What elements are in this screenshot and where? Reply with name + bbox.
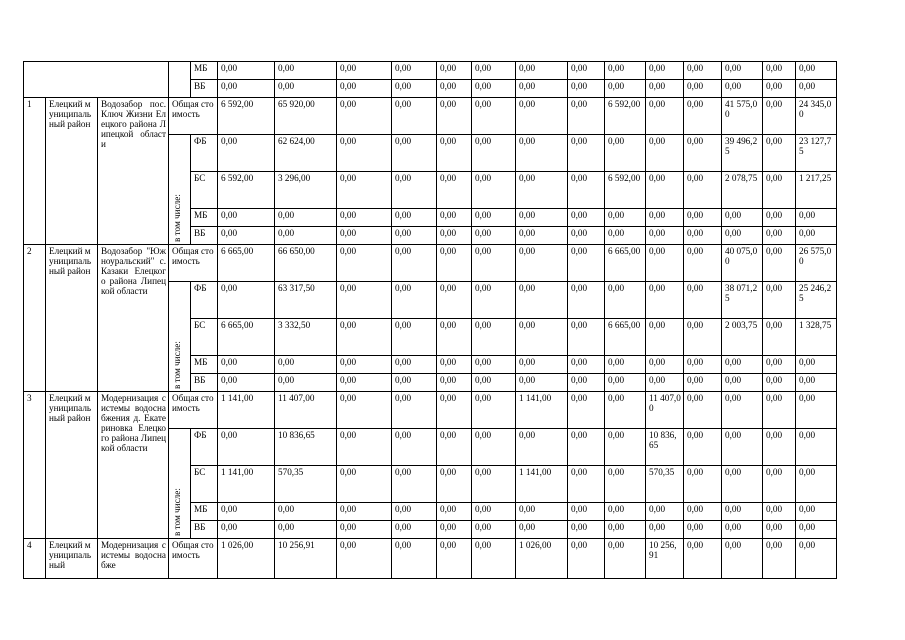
value-cell: 1 026,00 xyxy=(516,539,568,579)
source-cell: МБ xyxy=(191,209,218,227)
value-cell: 0,00 xyxy=(218,521,275,539)
value-cell: 0,00 xyxy=(337,503,392,521)
value-cell: 0,00 xyxy=(337,245,392,282)
value-cell: 0,00 xyxy=(275,503,337,521)
value-cell: 0,00 xyxy=(337,80,392,98)
value-cell: 1 328,75 xyxy=(796,319,837,356)
value-cell: 0,00 xyxy=(437,356,472,374)
value-cell: 40 075,00 xyxy=(722,245,763,282)
source-cell: ФБ xyxy=(191,282,218,319)
value-cell: 0,00 xyxy=(337,521,392,539)
value-cell: 0,00 xyxy=(722,539,763,579)
value-cell: 6 592,00 xyxy=(605,172,646,209)
sub-label-cell: в том числе: xyxy=(169,282,191,392)
value-cell: 0,00 xyxy=(684,466,722,503)
value-cell: 0,00 xyxy=(218,503,275,521)
value-cell: 0,00 xyxy=(516,80,568,98)
value-cell: 0,00 xyxy=(337,319,392,356)
value-cell: 0,00 xyxy=(472,356,516,374)
value-cell: 1 141,00 xyxy=(218,466,275,503)
value-cell: 63 317,50 xyxy=(275,282,337,319)
value-cell: 0,00 xyxy=(796,521,837,539)
object-cell: Водозабор пос. Ключ Жизни Елецкого района Липецкой области xyxy=(98,98,169,245)
value-cell: 0,00 xyxy=(568,356,605,374)
value-cell: 0,00 xyxy=(337,135,392,172)
row-number: 1 xyxy=(24,98,46,245)
value-cell: 0,00 xyxy=(684,392,722,429)
value-cell: 0,00 xyxy=(763,466,796,503)
value-cell: 0,00 xyxy=(568,282,605,319)
value-cell: 0,00 xyxy=(568,80,605,98)
value-cell: 0,00 xyxy=(337,429,392,466)
value-cell: 0,00 xyxy=(437,466,472,503)
value-cell: 0,00 xyxy=(337,172,392,209)
value-cell: 0,00 xyxy=(763,245,796,282)
value-cell: 0,00 xyxy=(796,392,837,429)
sub-label-cell: в том числе: xyxy=(169,429,191,539)
value-cell: 0,00 xyxy=(337,374,392,392)
value-cell: 0,00 xyxy=(392,374,437,392)
value-cell: 26 575,00 xyxy=(796,245,837,282)
value-cell: 0,00 xyxy=(722,209,763,227)
total-label-cell: Общая стоимость xyxy=(169,392,218,429)
value-cell: 0,00 xyxy=(392,209,437,227)
source-cell: ВБ xyxy=(191,227,218,245)
value-cell: 0,00 xyxy=(605,429,646,466)
value-cell: 1 026,00 xyxy=(218,539,275,579)
value-cell: 0,00 xyxy=(392,245,437,282)
value-cell: 0,00 xyxy=(646,319,684,356)
value-cell: 0,00 xyxy=(684,98,722,135)
value-cell: 66 650,00 xyxy=(275,245,337,282)
value-cell: 0,00 xyxy=(516,227,568,245)
value-cell: 0,00 xyxy=(763,227,796,245)
value-cell: 0,00 xyxy=(763,62,796,80)
value-cell: 0,00 xyxy=(763,539,796,579)
value-cell: 0,00 xyxy=(763,98,796,135)
value-cell: 0,00 xyxy=(568,245,605,282)
table-row xyxy=(24,245,837,282)
value-cell: 0,00 xyxy=(684,282,722,319)
value-cell: 0,00 xyxy=(763,392,796,429)
value-cell: 0,00 xyxy=(337,209,392,227)
value-cell: 570,35 xyxy=(275,466,337,503)
value-cell: 0,00 xyxy=(472,245,516,282)
value-cell: 0,00 xyxy=(392,135,437,172)
value-cell: 0,00 xyxy=(722,392,763,429)
value-cell: 6 665,00 xyxy=(605,245,646,282)
value-cell: 0,00 xyxy=(684,209,722,227)
value-cell: 0,00 xyxy=(218,135,275,172)
value-cell: 0,00 xyxy=(275,62,337,80)
value-cell: 0,00 xyxy=(722,429,763,466)
value-cell: 0,00 xyxy=(337,466,392,503)
value-cell: 0,00 xyxy=(684,356,722,374)
value-cell: 0,00 xyxy=(605,209,646,227)
value-cell: 11 407,00 xyxy=(646,392,684,429)
value-cell: 0,00 xyxy=(763,209,796,227)
value-cell: 0,00 xyxy=(684,245,722,282)
table-row xyxy=(24,392,837,429)
value-cell: 0,00 xyxy=(472,135,516,172)
row-number: 3 xyxy=(24,392,46,539)
value-cell: 0,00 xyxy=(605,521,646,539)
value-cell: 0,00 xyxy=(722,521,763,539)
value-cell: 0,00 xyxy=(605,135,646,172)
value-cell: 0,00 xyxy=(763,429,796,466)
value-cell: 0,00 xyxy=(392,172,437,209)
value-cell: 0,00 xyxy=(472,282,516,319)
source-cell: БС xyxy=(191,466,218,503)
value-cell: 39 496,25 xyxy=(722,135,763,172)
value-cell: 0,00 xyxy=(605,392,646,429)
value-cell: 0,00 xyxy=(605,374,646,392)
value-cell: 0,00 xyxy=(568,521,605,539)
value-cell: 0,00 xyxy=(437,172,472,209)
value-cell: 10 256,91 xyxy=(646,539,684,579)
value-cell: 0,00 xyxy=(568,539,605,579)
value-cell: 10 836,65 xyxy=(275,429,337,466)
value-cell: 0,00 xyxy=(796,209,837,227)
value-cell: 0,00 xyxy=(684,521,722,539)
source-cell: ФБ xyxy=(191,135,218,172)
value-cell: 6 592,00 xyxy=(218,172,275,209)
value-cell: 0,00 xyxy=(684,227,722,245)
value-cell: 0,00 xyxy=(437,429,472,466)
value-cell: 0,00 xyxy=(516,374,568,392)
value-cell: 0,00 xyxy=(472,62,516,80)
value-cell: 0,00 xyxy=(763,282,796,319)
district-cell: Елецкий муниципальный район xyxy=(46,245,98,392)
value-cell: 0,00 xyxy=(568,503,605,521)
value-cell: 0,00 xyxy=(646,374,684,392)
value-cell: 1 141,00 xyxy=(516,466,568,503)
total-label-cell: Общая стоимость xyxy=(169,98,218,135)
value-cell: 0,00 xyxy=(472,319,516,356)
value-cell: 0,00 xyxy=(605,356,646,374)
value-cell: 25 246,25 xyxy=(796,282,837,319)
district-cell: Елецкий муниципальный район xyxy=(46,98,98,245)
value-cell: 0,00 xyxy=(437,227,472,245)
value-cell: 0,00 xyxy=(684,374,722,392)
value-cell: 0,00 xyxy=(684,503,722,521)
source-cell: ВБ xyxy=(191,374,218,392)
value-cell: 0,00 xyxy=(337,356,392,374)
value-cell: 0,00 xyxy=(472,521,516,539)
value-cell: 0,00 xyxy=(437,392,472,429)
value-cell: 38 071,25 xyxy=(722,282,763,319)
value-cell: 65 920,00 xyxy=(275,98,337,135)
funding-table xyxy=(23,61,837,579)
value-cell: 0,00 xyxy=(568,374,605,392)
value-cell: 0,00 xyxy=(437,62,472,80)
value-cell: 0,00 xyxy=(763,135,796,172)
value-cell: 0,00 xyxy=(763,80,796,98)
value-cell: 0,00 xyxy=(392,466,437,503)
object-cell: Водозабор "Южноуральский" с. Казаки Елецкого района Липецкой области xyxy=(98,245,169,392)
value-cell: 0,00 xyxy=(337,62,392,80)
value-cell: 0,00 xyxy=(763,172,796,209)
value-cell: 0,00 xyxy=(472,98,516,135)
value-cell: 11 407,00 xyxy=(275,392,337,429)
value-cell: 0,00 xyxy=(763,374,796,392)
value-cell: 0,00 xyxy=(337,539,392,579)
value-cell: 0,00 xyxy=(684,172,722,209)
value-cell: 0,00 xyxy=(722,227,763,245)
value-cell: 0,00 xyxy=(646,282,684,319)
value-cell: 0,00 xyxy=(568,227,605,245)
value-cell: 0,00 xyxy=(516,98,568,135)
value-cell: 0,00 xyxy=(275,356,337,374)
value-cell: 3 332,50 xyxy=(275,319,337,356)
object-cell: Модернизация системы водоснабже xyxy=(98,539,169,579)
value-cell: 0,00 xyxy=(722,503,763,521)
value-cell: 0,00 xyxy=(437,282,472,319)
value-cell: 0,00 xyxy=(605,539,646,579)
value-cell: 1 217,25 xyxy=(796,172,837,209)
value-cell: 0,00 xyxy=(722,62,763,80)
value-cell: 0,00 xyxy=(392,80,437,98)
value-cell: 0,00 xyxy=(392,539,437,579)
source-cell: ВБ xyxy=(191,80,218,98)
value-cell: 0,00 xyxy=(605,503,646,521)
value-cell: 0,00 xyxy=(472,539,516,579)
value-cell: 0,00 xyxy=(218,374,275,392)
value-cell: 0,00 xyxy=(516,356,568,374)
value-cell: 0,00 xyxy=(796,227,837,245)
value-cell: 0,00 xyxy=(796,539,837,579)
value-cell: 0,00 xyxy=(437,521,472,539)
value-cell: 0,00 xyxy=(684,62,722,80)
value-cell: 0,00 xyxy=(796,80,837,98)
source-cell: ФБ xyxy=(191,429,218,466)
value-cell: 0,00 xyxy=(646,209,684,227)
table-row xyxy=(24,98,837,135)
value-cell: 24 345,00 xyxy=(796,98,837,135)
value-cell: 0,00 xyxy=(516,503,568,521)
value-cell: 0,00 xyxy=(646,98,684,135)
value-cell: 0,00 xyxy=(646,80,684,98)
value-cell: 0,00 xyxy=(684,135,722,172)
value-cell: 0,00 xyxy=(568,98,605,135)
source-cell: МБ xyxy=(191,356,218,374)
value-cell: 6 665,00 xyxy=(218,319,275,356)
value-cell: 0,00 xyxy=(472,429,516,466)
value-cell: 0,00 xyxy=(516,521,568,539)
row-number: 4 xyxy=(24,539,46,579)
value-cell: 1 141,00 xyxy=(516,392,568,429)
value-cell: 0,00 xyxy=(646,227,684,245)
value-cell: 0,00 xyxy=(275,521,337,539)
source-cell: БС xyxy=(191,319,218,356)
value-cell: 0,00 xyxy=(605,227,646,245)
value-cell: 0,00 xyxy=(516,62,568,80)
value-cell: 0,00 xyxy=(568,392,605,429)
value-cell: 0,00 xyxy=(392,503,437,521)
value-cell: 0,00 xyxy=(568,319,605,356)
source-cell: БС xyxy=(191,172,218,209)
value-cell: 0,00 xyxy=(218,356,275,374)
value-cell: 0,00 xyxy=(684,429,722,466)
value-cell: 0,00 xyxy=(392,227,437,245)
value-cell: 0,00 xyxy=(392,62,437,80)
value-cell: 0,00 xyxy=(392,356,437,374)
value-cell: 0,00 xyxy=(337,282,392,319)
value-cell: 0,00 xyxy=(472,80,516,98)
value-cell: 0,00 xyxy=(796,503,837,521)
value-cell: 570,35 xyxy=(646,466,684,503)
value-cell: 0,00 xyxy=(437,98,472,135)
value-cell: 0,00 xyxy=(516,172,568,209)
total-label-cell: Общая стоимость xyxy=(169,245,218,282)
value-cell: 0,00 xyxy=(337,227,392,245)
value-cell: 0,00 xyxy=(722,356,763,374)
value-cell: 0,00 xyxy=(437,319,472,356)
value-cell: 0,00 xyxy=(646,503,684,521)
value-cell: 3 296,00 xyxy=(275,172,337,209)
value-cell: 6 665,00 xyxy=(605,319,646,356)
value-cell: 0,00 xyxy=(472,172,516,209)
value-cell: 0,00 xyxy=(437,374,472,392)
value-cell: 0,00 xyxy=(722,80,763,98)
value-cell: 0,00 xyxy=(275,227,337,245)
value-cell: 0,00 xyxy=(568,172,605,209)
value-cell: 0,00 xyxy=(275,80,337,98)
value-cell: 10 836,65 xyxy=(646,429,684,466)
value-cell: 0,00 xyxy=(516,429,568,466)
value-cell: 0,00 xyxy=(437,503,472,521)
value-cell: 0,00 xyxy=(472,503,516,521)
total-label-cell: Общая стоимость xyxy=(169,539,218,579)
value-cell: 6 592,00 xyxy=(605,98,646,135)
value-cell: 10 256,91 xyxy=(275,539,337,579)
value-cell: 1 141,00 xyxy=(218,392,275,429)
value-cell: 0,00 xyxy=(337,392,392,429)
value-cell: 0,00 xyxy=(218,227,275,245)
value-cell: 2 003,75 xyxy=(722,319,763,356)
value-cell: 0,00 xyxy=(796,356,837,374)
value-cell: 0,00 xyxy=(605,62,646,80)
value-cell: 0,00 xyxy=(646,135,684,172)
value-cell: 0,00 xyxy=(437,135,472,172)
value-cell: 0,00 xyxy=(763,503,796,521)
value-cell: 0,00 xyxy=(646,62,684,80)
value-cell: 0,00 xyxy=(392,429,437,466)
value-cell: 0,00 xyxy=(218,62,275,80)
value-cell: 0,00 xyxy=(684,80,722,98)
table-row xyxy=(24,62,837,80)
value-cell: 0,00 xyxy=(796,62,837,80)
blank-cell xyxy=(24,62,169,98)
value-cell: 0,00 xyxy=(684,539,722,579)
value-cell: 41 575,00 xyxy=(722,98,763,135)
source-cell: МБ xyxy=(191,62,218,80)
source-cell: МБ xyxy=(191,503,218,521)
value-cell: 0,00 xyxy=(472,209,516,227)
value-cell: 0,00 xyxy=(337,98,392,135)
value-cell: 0,00 xyxy=(605,466,646,503)
value-cell: 0,00 xyxy=(796,429,837,466)
value-cell: 0,00 xyxy=(516,135,568,172)
value-cell: 62 624,00 xyxy=(275,135,337,172)
value-cell: 0,00 xyxy=(392,282,437,319)
value-cell: 0,00 xyxy=(218,80,275,98)
source-cell: ВБ xyxy=(191,521,218,539)
district-cell: Елецкий муниципальный xyxy=(46,539,98,579)
value-cell: 0,00 xyxy=(763,521,796,539)
value-cell: 0,00 xyxy=(646,521,684,539)
value-cell: 0,00 xyxy=(472,227,516,245)
value-cell: 0,00 xyxy=(568,429,605,466)
blank-cell xyxy=(169,62,191,98)
value-cell: 2 078,75 xyxy=(722,172,763,209)
value-cell: 0,00 xyxy=(796,374,837,392)
value-cell: 0,00 xyxy=(218,429,275,466)
value-cell: 0,00 xyxy=(392,98,437,135)
value-cell: 0,00 xyxy=(437,80,472,98)
value-cell: 23 127,75 xyxy=(796,135,837,172)
value-cell: 0,00 xyxy=(437,245,472,282)
value-cell: 0,00 xyxy=(437,209,472,227)
value-cell: 0,00 xyxy=(275,209,337,227)
value-cell: 0,00 xyxy=(218,209,275,227)
table-row xyxy=(24,539,837,579)
value-cell: 0,00 xyxy=(392,521,437,539)
sub-label-cell: в том числе: xyxy=(169,135,191,245)
value-cell: 0,00 xyxy=(392,319,437,356)
value-cell: 0,00 xyxy=(684,319,722,356)
value-cell: 0,00 xyxy=(646,245,684,282)
value-cell: 0,00 xyxy=(568,466,605,503)
value-cell: 0,00 xyxy=(646,172,684,209)
value-cell: 0,00 xyxy=(516,319,568,356)
value-cell: 6 665,00 xyxy=(218,245,275,282)
value-cell: 0,00 xyxy=(605,282,646,319)
district-cell: Елецкий муниципальный район xyxy=(46,392,98,539)
value-cell: 0,00 xyxy=(516,245,568,282)
value-cell: 0,00 xyxy=(392,392,437,429)
value-cell: 0,00 xyxy=(516,209,568,227)
value-cell: 0,00 xyxy=(646,356,684,374)
value-cell: 0,00 xyxy=(472,466,516,503)
value-cell: 0,00 xyxy=(472,374,516,392)
value-cell: 0,00 xyxy=(763,319,796,356)
value-cell: 6 592,00 xyxy=(218,98,275,135)
value-cell: 0,00 xyxy=(568,209,605,227)
value-cell: 0,00 xyxy=(275,374,337,392)
value-cell: 0,00 xyxy=(796,466,837,503)
value-cell: 0,00 xyxy=(472,392,516,429)
value-cell: 0,00 xyxy=(605,80,646,98)
value-cell: 0,00 xyxy=(568,62,605,80)
value-cell: 0,00 xyxy=(722,466,763,503)
value-cell: 0,00 xyxy=(516,282,568,319)
value-cell: 0,00 xyxy=(722,374,763,392)
value-cell: 0,00 xyxy=(763,356,796,374)
object-cell: Модернизация системы водоснабжения д. Екатериновка Елецкого района Липецкой области xyxy=(98,392,169,539)
value-cell: 0,00 xyxy=(437,539,472,579)
row-number: 2 xyxy=(24,245,46,392)
value-cell: 0,00 xyxy=(218,282,275,319)
value-cell: 0,00 xyxy=(568,135,605,172)
